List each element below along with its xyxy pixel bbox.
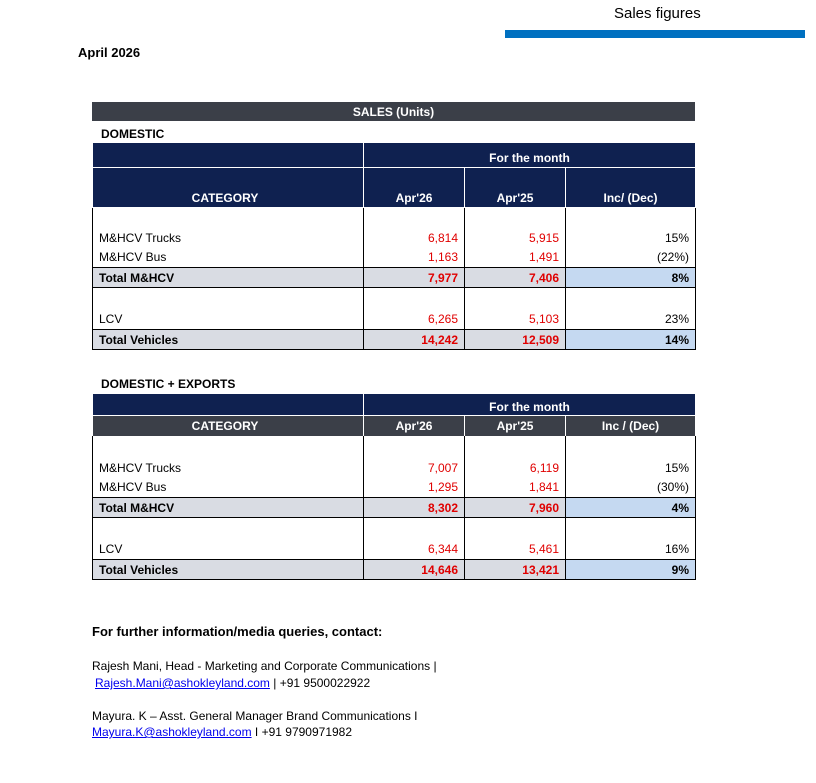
domestic-col-cur: Apr'26 (364, 168, 465, 208)
header-title: Sales figures (614, 5, 701, 22)
domestic-col-prev: Apr'25 (465, 168, 566, 208)
exports-col-change: Inc / (Dec) (566, 416, 696, 436)
domestic-period-header: For the month (364, 143, 696, 168)
sales-banner: SALES (Units) (92, 102, 695, 121)
domestic-sales-table (92, 142, 696, 350)
domestic-col-change: Inc/ (Dec) (566, 168, 696, 208)
contact-person2 (92, 725, 352, 739)
table-row: M&HCV Trucks 6,814 5,915 15% (93, 228, 696, 248)
table-row-total-mhcv: Total M&HCV 7,977 7,406 8% (93, 268, 696, 288)
domestic-section-label: DOMESTIC (101, 127, 165, 141)
contact-heading: For further information/media queries, contact: (92, 624, 383, 639)
table-row-total-vehicles: Total Vehicles 14,646 13,421 9% (93, 560, 696, 580)
document-date: April 2026 (78, 45, 141, 60)
contact-person1 (95, 676, 370, 690)
contact-person2-title: Mayura. K – Asst. General Manager Brand Communications I (92, 709, 418, 723)
contact-person1-phone: | +91 9500022922 (269, 676, 371, 690)
exports-period-header: For the month (364, 394, 696, 416)
contact-person1-title: Rajesh Mani, Head - Marketing and Corporate Communications | (92, 659, 437, 673)
table-row: LCV 6,344 5,461 16% (93, 540, 696, 560)
contact-person2-email-link[interactable]: Mayura.K@ashokleyland.com (92, 725, 252, 739)
table-row: M&HCV Bus 1,295 1,841 (30%) (93, 478, 696, 498)
contact-person1-email-link[interactable]: Rajesh.Mani@ashokleyland.com (95, 676, 270, 690)
exports-col-cur: Apr'26 (364, 416, 465, 436)
table-row-total-vehicles: Total Vehicles 14,242 12,509 14% (93, 330, 696, 350)
header-accent-bar (505, 30, 805, 38)
exports-col-prev: Apr'25 (465, 416, 566, 436)
exports-section-label: DOMESTIC + EXPORTS (101, 377, 236, 391)
table-row-total-mhcv: Total M&HCV 8,302 7,960 4% (93, 498, 696, 518)
contact-person2-phone: I +91 9790971982 (251, 725, 353, 739)
exports-sales-table (92, 393, 696, 580)
domestic-col-category: CATEGORY (93, 168, 364, 208)
table-row: M&HCV Trucks 7,007 6,119 15% (93, 458, 696, 478)
table-row: M&HCV Bus 1,163 1,491 (22%) (93, 248, 696, 268)
table-row: LCV 6,265 5,103 23% (93, 310, 696, 330)
exports-col-category: CATEGORY (93, 416, 364, 436)
